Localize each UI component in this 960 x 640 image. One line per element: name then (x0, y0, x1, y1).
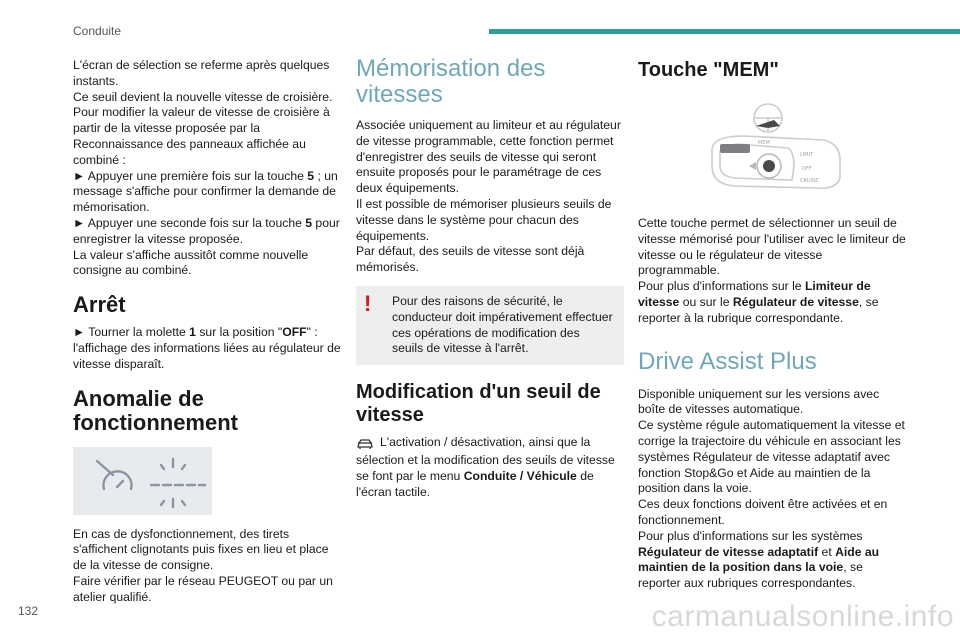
column-middle (356, 56, 624, 501)
modification-text: L'activation / désactivation, ainsi que la sélection et la modification des seuils de vitesse se font par le menu Conduite / Véhicule de l'écran tactile. (356, 435, 615, 499)
heading-arret: Arrêt (73, 292, 126, 318)
steering-control-icon (704, 96, 854, 206)
paragraph: En cas de dysfonctionnement, des tirets s'affichent clignotants puis fixes en lieu et place de la vitesse de consigne. (73, 526, 329, 573)
heading-memorisation: Mémorisation des vitesses (356, 55, 546, 108)
paragraph: Pour modifier la valeur de vitesse de croisière à partir de la vitesse proposée par la Reconnaissance des panneaux affichée au combiné : (73, 105, 330, 167)
warning-box (356, 286, 624, 365)
paragraph: L'écran de sélection se referme après quelques instants. (73, 58, 330, 88)
heading-mem: Touche "MEM" (638, 59, 779, 81)
anomalie-illustration (73, 447, 212, 515)
limit-label: LIMIT (800, 152, 814, 158)
off-label: OFF (802, 166, 812, 172)
watermark: carmanualsonline.info (651, 600, 954, 633)
column-left (73, 58, 341, 606)
paragraph: Il est possible de mémoriser plusieurs seuils de vitesse dans le système pour chacun des équipements. (356, 196, 612, 243)
heading-modification: Modification d'un seuil de vitesse (356, 381, 601, 427)
warning-icon: ! (364, 290, 372, 316)
drive-more-info: Pour plus d'informations sur les systèmes Régulateur de vitesse adaptatif et Aide au maintien de la position dans la voie, se reporter aux rubriques correspondantes. (638, 528, 880, 591)
mem-label: MEM (758, 140, 770, 146)
paragraph: Disponible uniquement sur les versions avec boîte de vitesses automatique. (638, 386, 880, 417)
mem-more-info: Pour plus d'informations sur le Limiteur de vitesse ou sur le Régulateur de vitesse, se reporter à la rubrique correspondante. (638, 279, 879, 325)
header-accent-bar (489, 29, 960, 34)
paragraph: Cette touche permet de sélectionner un seuil de vitesse mémorisé pour l'utiliser avec le limiteur de vitesse ou le régulateur de vitesse programmable. (638, 216, 906, 278)
paragraph: Ce seuil devient la nouvelle vitesse de croisière. (73, 89, 333, 104)
paragraph: Faire vérifier par le réseau PEUGEOT ou par un atelier qualifié. (73, 573, 333, 604)
speedometer-fault-icon (73, 447, 212, 515)
section-title: Conduite (73, 24, 122, 38)
paragraph: Par défaut, des seuils de vitesse sont déjà mémorisés. (356, 244, 585, 275)
paragraph: La valeur s'affiche aussitôt comme nouvelle consigne au combiné. (73, 247, 309, 278)
heading-drive-assist: Drive Assist Plus (638, 347, 817, 375)
arret-step: ► Tourner la molette 1 sur la position "OFF" : l'affichage des informations liées au régulateur de vitesse disparaît. (73, 325, 341, 371)
step-2: ► Appuyer une seconde fois sur la touche 5 pour enregistrer la vitesse proposée. (73, 215, 340, 246)
warning-text: Pour des raisons de sécurité, le conducteur doit impérativement effectuer ces opérations de modification des seuils de vitesse à l'arrêt. (392, 293, 613, 356)
paragraph: Ces deux fonctions doivent être activées et en fonctionnement. (638, 497, 888, 527)
paragraph: Associée uniquement au limiteur et au régulateur de vitesse programmable, cette fonction permet d'enregistrer des seuils de vitesse qui seront ensuite proposés pour le paramétrage de ces deux équipements. (356, 118, 621, 196)
car-icon (356, 435, 374, 453)
step-1: ► Appuyer une première fois sur la touche 5 ; un message s'affiche pour confirmer la demande de mémorisation. (73, 168, 338, 215)
cruise-label: CRUISE (800, 178, 819, 184)
page-number: 132 (18, 604, 39, 618)
column-right (638, 58, 906, 592)
paragraph: Ce système régule automatiquement la vitesse et corrige la trajectoire du véhicule en associant les systèmes Régulateur de vitesse adaptatif avec fonction Stop&Go et Aide au maintien de la position dans la voie. (638, 418, 905, 496)
heading-anomalie: Anomalie de fonctionnement (73, 385, 238, 435)
mem-button-illustration (704, 96, 854, 206)
